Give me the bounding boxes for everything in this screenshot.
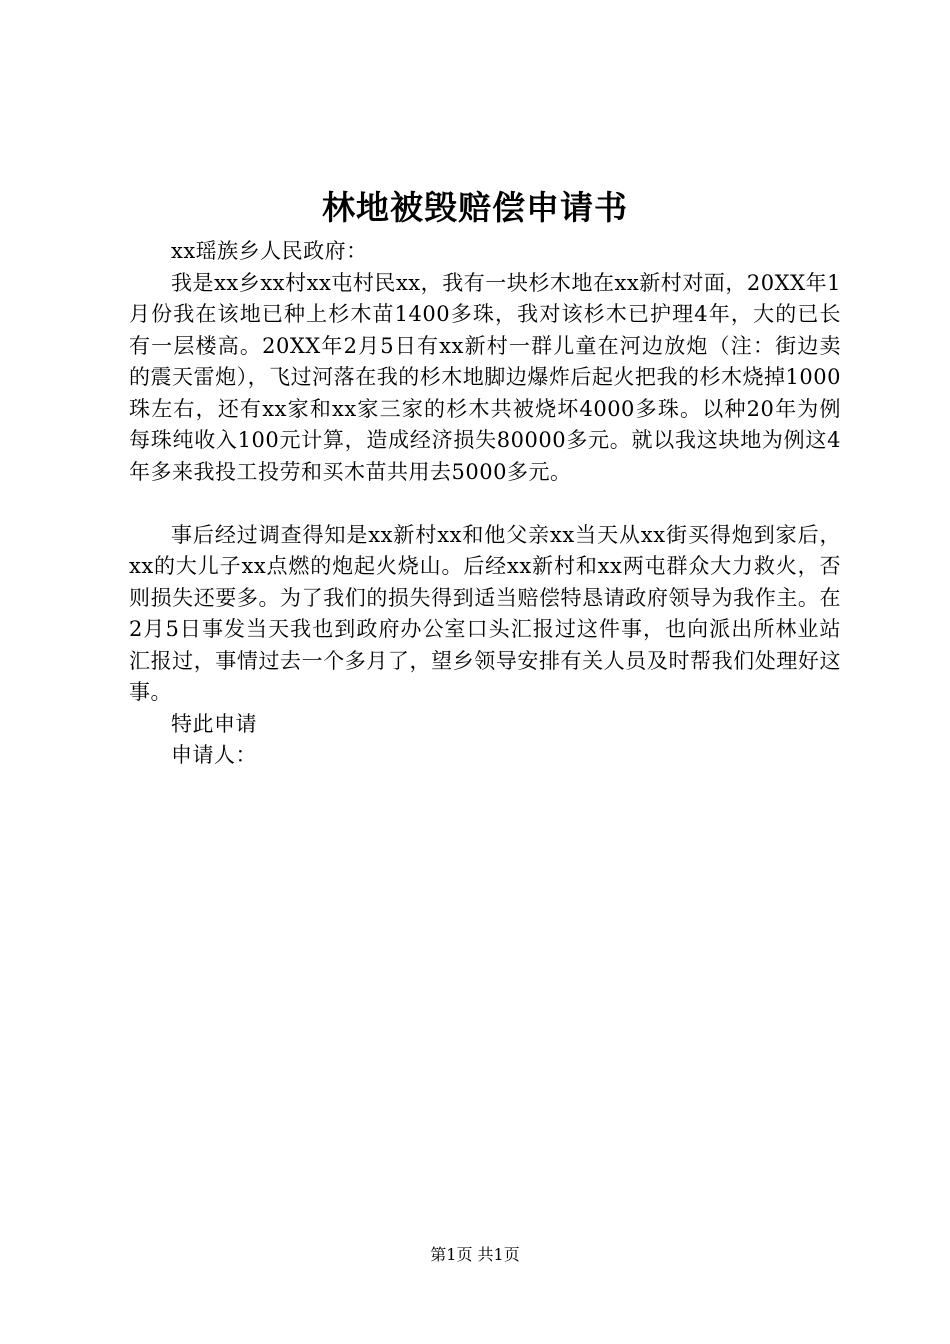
- document-title: 林地被毁赔偿申请书: [322, 188, 628, 227]
- document-body: [129, 236, 841, 772]
- applicant-label: 申请人：: [171, 743, 257, 767]
- paragraph-2: 事后经过调查得知是xx新村xx和他父亲xx当天从xx街买得炮到家后，xx的大儿子xx点燃的炮起火烧山。后经xx新村和xx两屯群众大力救火，否则损失还要多。为了我们的损失得到适当赔偿特恳请政府领导为我作主。在2月5日事发当天我也到政府办公室口头汇报过这件事，也向派出所林业站汇报过，事情过去一个多月了，望乡领导安排有关人员及时帮我们处理好这事。: [129, 522, 841, 704]
- page-footer: 第1页 共1页: [430, 1245, 520, 1264]
- paragraph-spacer: [129, 488, 841, 520]
- paragraph-1: 我是xx乡xx村xx屯村民xx，我有一块杉木地在xx新村对面，20XX年1月份我在该地已种上杉木苗1400多珠，我对该杉木已护理4年，大的已长有一层楼高。20XX年2月5日有xx新村一群儿童在河边放炮（注：街边卖的震天雷炮），飞过河落在我的杉木地脚边爆炸后起火把我的杉木烧掉1000珠左右，还有xx家和xx家三家的杉木共被烧坏4000多珠。以种20年为例每珠纯收入100元计算，造成经济损失80000多元。就以我这块地为例这4年多来我投工投劳和买木苗共用去5000多元。: [129, 270, 841, 484]
- salutation: xx瑶族乡人民政府：: [171, 239, 368, 263]
- closing-text: 特此申请: [171, 711, 257, 736]
